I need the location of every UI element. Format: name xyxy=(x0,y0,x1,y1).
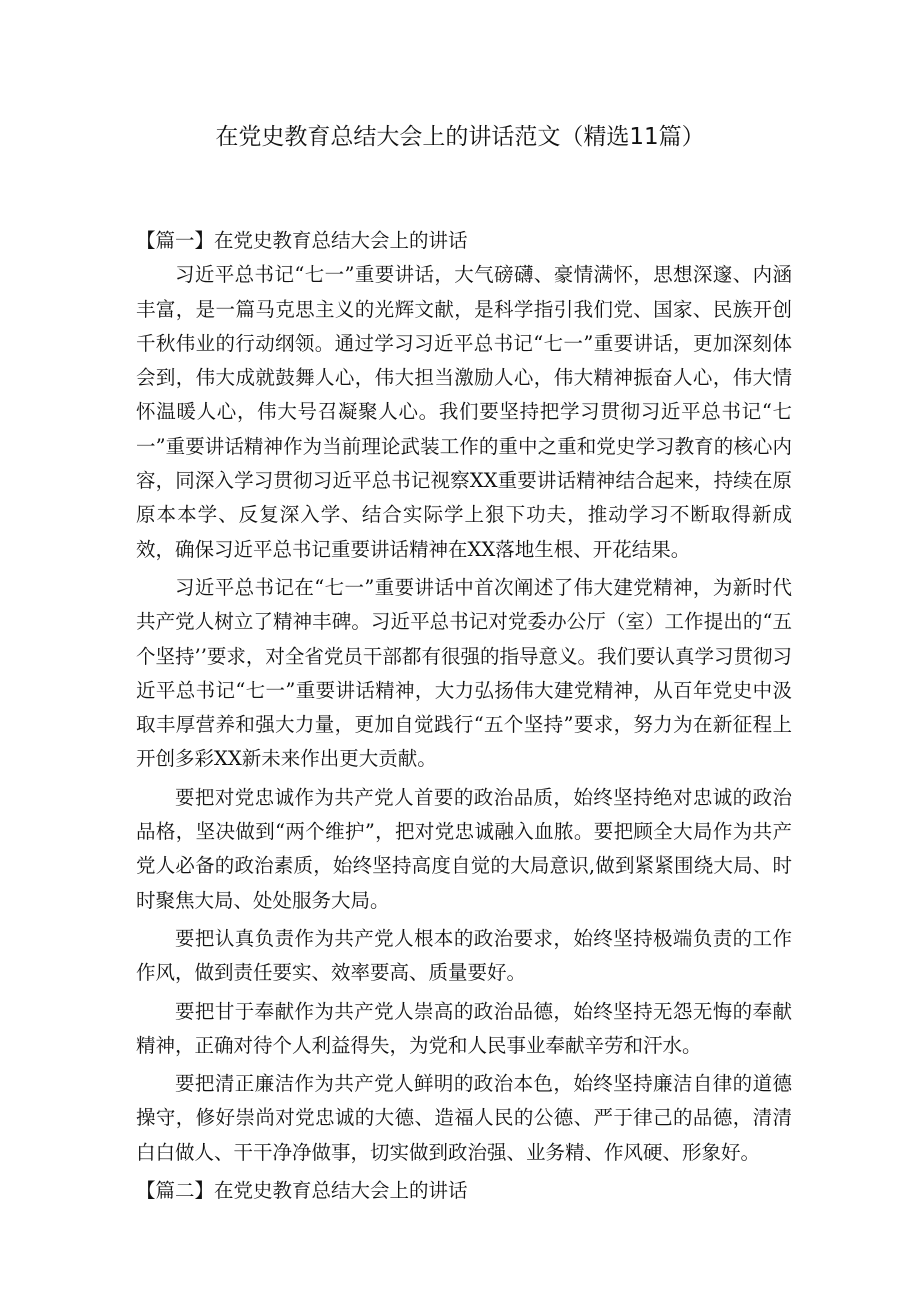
paragraph: 要把认真负责作为共产党人根本的政治要求，始终坚持极端负责的工作作风，做到责任要实、效率要高、质量要好。 xyxy=(136,926,792,985)
section-heading-1: 【篇一】在党史教育总结大会上的讲话 xyxy=(136,229,468,252)
document-title: 在党史教育总结大会上的讲话范文（精选11篇） xyxy=(215,124,705,150)
document-body xyxy=(136,224,792,1208)
paragraph: 要把甘于奉献作为共产党人崇高的政治品德，始终坚持无怨无悔的奉献精神，正确对待个人利益得失，为党和人民事业奉献辛劳和汗水。 xyxy=(136,999,792,1057)
section-heading-2: 【篇二】在党史教育总结大会上的讲话 xyxy=(136,1179,468,1203)
paragraph: 要把清正廉洁作为共产党人鲜明的政治本色，始终坚持廉洁自律的道德操守，修好崇尚对党忠诚的大德、造福人民的公德、严于律己的品德，清清白白做人、干干净净做事，切实做到政治强、业务精、作风硬、形象好。 xyxy=(136,1072,792,1164)
paragraph: 习近平总书记“七一”重要讲话，大气磅礴、豪情满怀，思想深邃、内涵丰富，是一篇马克思主义的光辉文献，是科学指引我们党、国家、民族开创千秋伟业的行动纲领。通过学习习近平总书记“七一”重要讲话，更加深刻体会到，伟大成就鼓舞人心，伟大担当激励人心，伟大精神振奋人心，伟大情怀温暖人心，伟大号召凝聚人心。我们要坚持把学习贯彻习近平总书记“七一”重要讲话精神作为当前理论武装工作的重中之重和党史学习教育的核心内容，同深入学习贯彻习近平总书记视察XX重要讲话精神结合起来，持续在原原本本学、反复深入学、结合实际学上狠下功夫，推动学习不断取得新成效，确保习近平总书记重要讲话精神在XX落地生根、开花结果。 xyxy=(136,263,792,561)
paragraph: 习近平总书记在“七一”重要讲话中首次阐述了伟大建党精神，为新时代共产党人树立了精神丰碑。习近平总书记对党委办公厅（室）工作提出的“五个坚持’’要求，对全省党员干部都有很强的指导意义。我们要认真学习贯彻习近平总书记“七一”重要讲话精神，大力弘扬伟大建党精神，从百年党史中汲取丰厚营养和强大力量，更加自觉践行“五个坚持”要求，努力为在新征程上开创多彩XX新未来作出更大贡献。 xyxy=(136,575,792,771)
paragraph: 要把对党忠诚作为共产党人首要的政治品质，始终坚持绝对忠诚的政治品格，坚决做到“两个维护”，把对党忠诚融入血脓。要把顾全大局作为共产党人必备的政治素质，始终坚持高度自觉的大局意识,做到紧紧围绕大局、时时聚焦大局、处处服务大局。 xyxy=(136,785,792,912)
